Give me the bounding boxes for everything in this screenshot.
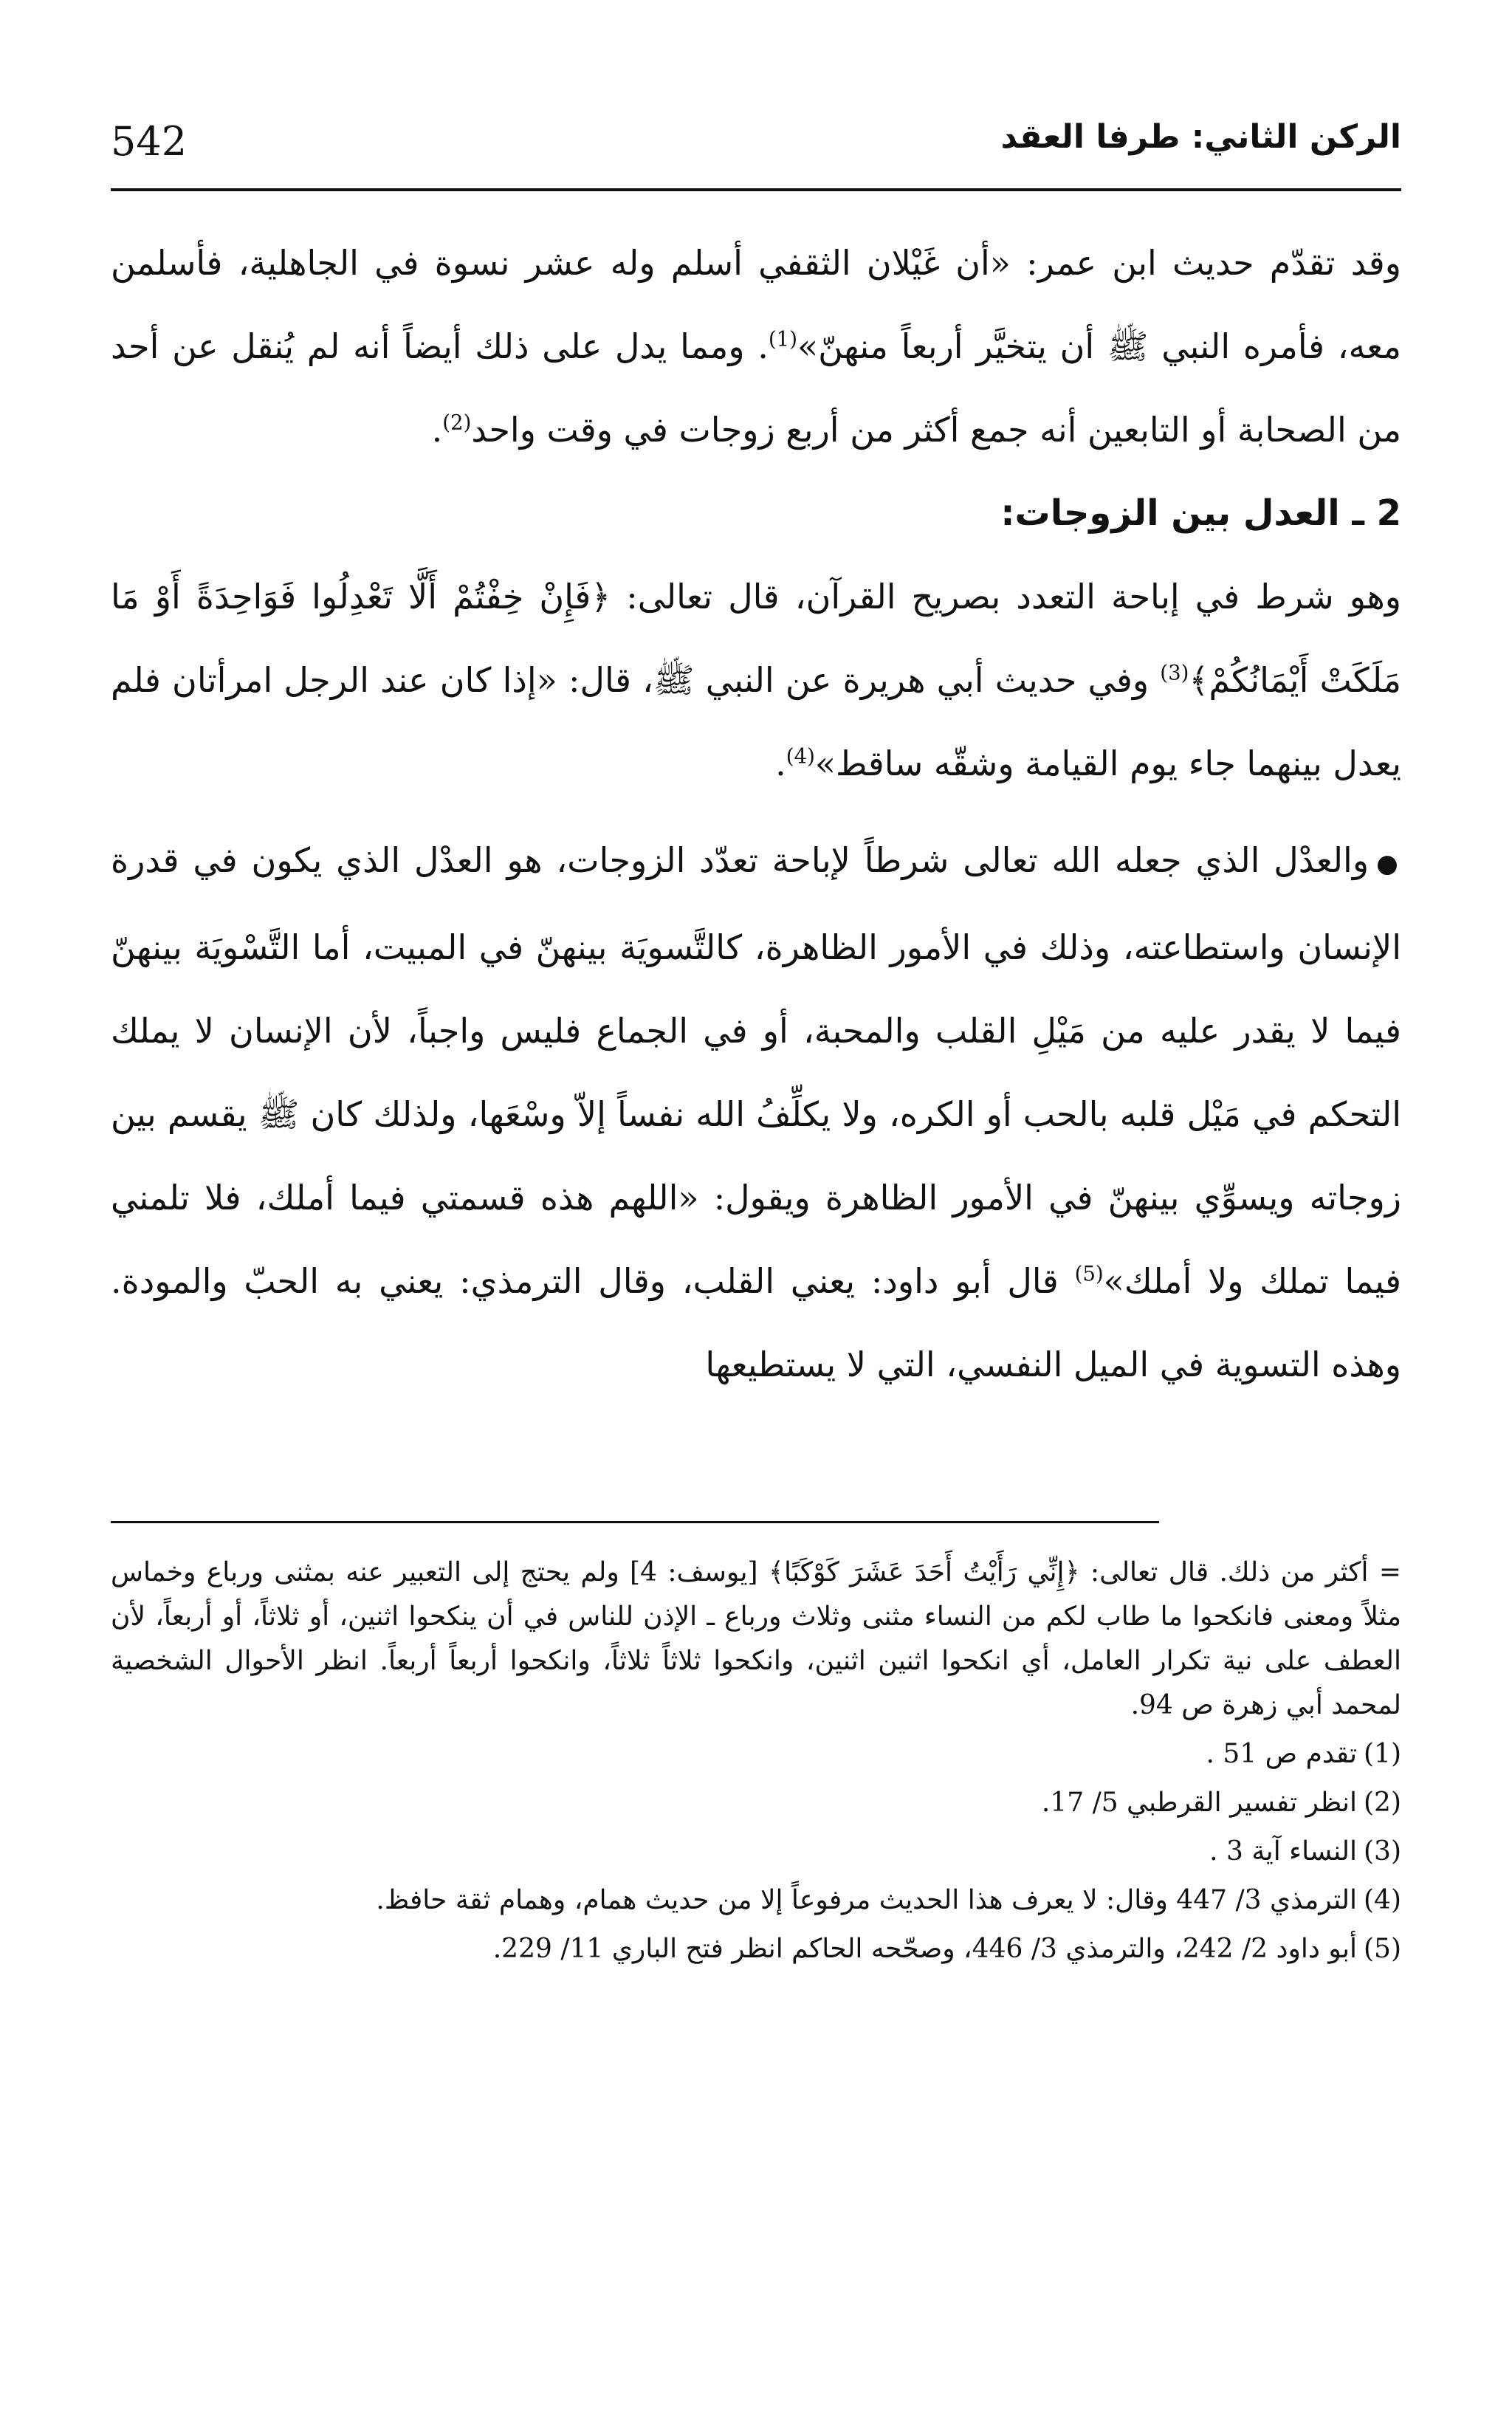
paragraph-2-continued: وفي حديث أبي هريرة عن النبي ﷺ، قال: «إذا كان عند الرجل امرأتان فلم يعدل بينهما جاء يوم القيامة وشقّه ساقط» xyxy=(111,660,1401,783)
footnote-3 xyxy=(111,1830,1401,1874)
footnote-text: الترمذي 3/ 447 وقال: لا يعرف هذا الحديث مرفوعاً إلا من حديث همام، وهمام ثقة حافظ. xyxy=(376,1885,1357,1915)
footnote-ref-2: (2) xyxy=(442,410,472,435)
paragraph-3-text: والعدْل الذي جعله الله تعالى شرطاً لإباحة تعدّد الزوجات، هو العدْل الذي يكون في قدرة الإنسان واستطاعته، وذلك في الأمور الظاهرة، كالتَّسويَة بينهنّ في المبيت، أما التَّسْويَة بينهنّ فيما لا يقدر عليه من مَيْلِ القلب والمحبة، أو في الجماع فليس واجباً، لأن الإنسان لا يملك التحكم في مَيْل قلبه بالحب أو الكره، ولا يكلِّفُ الله نفساً إلاّ وسْعَها، ولذلك كان ﷺ يقسم بين زوجاته ويسوِّي بينهنّ في الأمور الظاهرة ويقول: «اللهم هذه قسمتي فيما أملك، فلا تلمني فيما تملك ولا أملك» xyxy=(111,840,1401,1301)
footnote-continuation: = أكثر من ذلك. قال تعالى: ﴿إِنِّي رَأَيْتُ أَحَدَ عَشَرَ كَوْكَبًا﴾ [يوسف: 4] ولم يحتج إلى التعبير عنه بمثنى ورباع وخماس مثلاً ومعنى فانكحوا ما طاب لكم من النساء مثنى وثلاث ورباع ـ الإذن للناس في أن ينكحوا اثنين، أو ثلاثاً، أو أربعاً، لأن العطف على نية تكرار العامل، أي انكحوا اثنين اثنين، وانكحوا ثلاثاً ثلاثاً، وانكحوا أربعاً أربعاً. انظر الأحوال الشخصية لمحمد أبي زهرة ص 94. xyxy=(111,1557,1401,1720)
footnote-text: النساء آية 3 . xyxy=(1209,1836,1357,1867)
footnote-number: (2) xyxy=(1364,1788,1401,1818)
footnote-ref-1: (1) xyxy=(768,326,797,351)
footnote-number: (1) xyxy=(1364,1739,1401,1769)
footnote-5 xyxy=(111,1927,1401,1971)
footnotes xyxy=(111,1551,1401,1976)
main-text xyxy=(111,222,1401,1407)
running-head xyxy=(111,111,1401,185)
chapter-title: الركن الثاني: طرفا العقد xyxy=(1000,118,1401,156)
footnote-number: (4) xyxy=(1364,1885,1401,1915)
footnote-text: انظر تفسير القرطبي 5/ 17. xyxy=(1041,1788,1357,1818)
footnote-number: (3) xyxy=(1364,1836,1401,1867)
footnote-number: (5) xyxy=(1364,1934,1401,1964)
footnote-rule xyxy=(111,1521,1159,1523)
paragraph-1-text: وقد تقدّم حديث ابن عمر: «أن غَيْلان الثقفي أسلم وله عشر نسوة في الجاهلية، فأسلمن معه، فأمره النبي ﷺ أن يتخيَّر أربعاً منهنّ» xyxy=(111,243,1401,366)
paragraph-3-continued: قال أبو داود: يعني القلب، وقال الترمذي: يعني به الحبّ والمودة. وهذه التسوية في الميل النفسي، التي لا يستطيعها xyxy=(111,1261,1401,1384)
footnote-ref-3: (3) xyxy=(1160,660,1189,685)
paragraph-2-end: . xyxy=(775,744,786,783)
footnote-text: أبو داود 2/ 242، والترمذي 3/ 446، وصحّحه الحاكم انظر فتح الباري 11/ 229. xyxy=(492,1934,1357,1964)
footnote-1 xyxy=(111,1732,1401,1776)
footnote-ref-4: (4) xyxy=(786,744,815,769)
paragraph-2-text: وهو شرط في إباحة التعدد بصريح القرآن، قال تعالى: ﴿فَإِنْ خِفْتُمْ أَلَّا تَعْدِلُوا فَوَاحِدَةً أَوْ مَا مَلَكَتْ أَيْمَانُكُمْ﴾ xyxy=(111,577,1401,700)
footnote-2 xyxy=(111,1781,1401,1825)
paragraph-1-end: . xyxy=(431,410,443,450)
footnote-ref-5: (5) xyxy=(1074,1261,1104,1286)
section-heading: 2 ـ العدل بين الزوجات: xyxy=(1000,492,1401,534)
footnote-text: تقدم ص 51 . xyxy=(1206,1739,1357,1769)
page-number: 542 xyxy=(111,118,188,165)
header-rule xyxy=(111,188,1401,191)
paragraph-3 xyxy=(111,819,1401,1407)
paragraph-2 xyxy=(111,555,1401,806)
paragraph-1 xyxy=(111,222,1401,472)
footnote-4 xyxy=(111,1878,1401,1923)
paragraph-1-continued: . ومما يدل على ذلك أيضاً أنه لم يُنقل عن أحد من الصحابة أو التابعين أنه جمع أكثر من أربع زوجات في وقت واحد xyxy=(111,326,1401,450)
bullet-icon: ● xyxy=(1376,849,1401,879)
